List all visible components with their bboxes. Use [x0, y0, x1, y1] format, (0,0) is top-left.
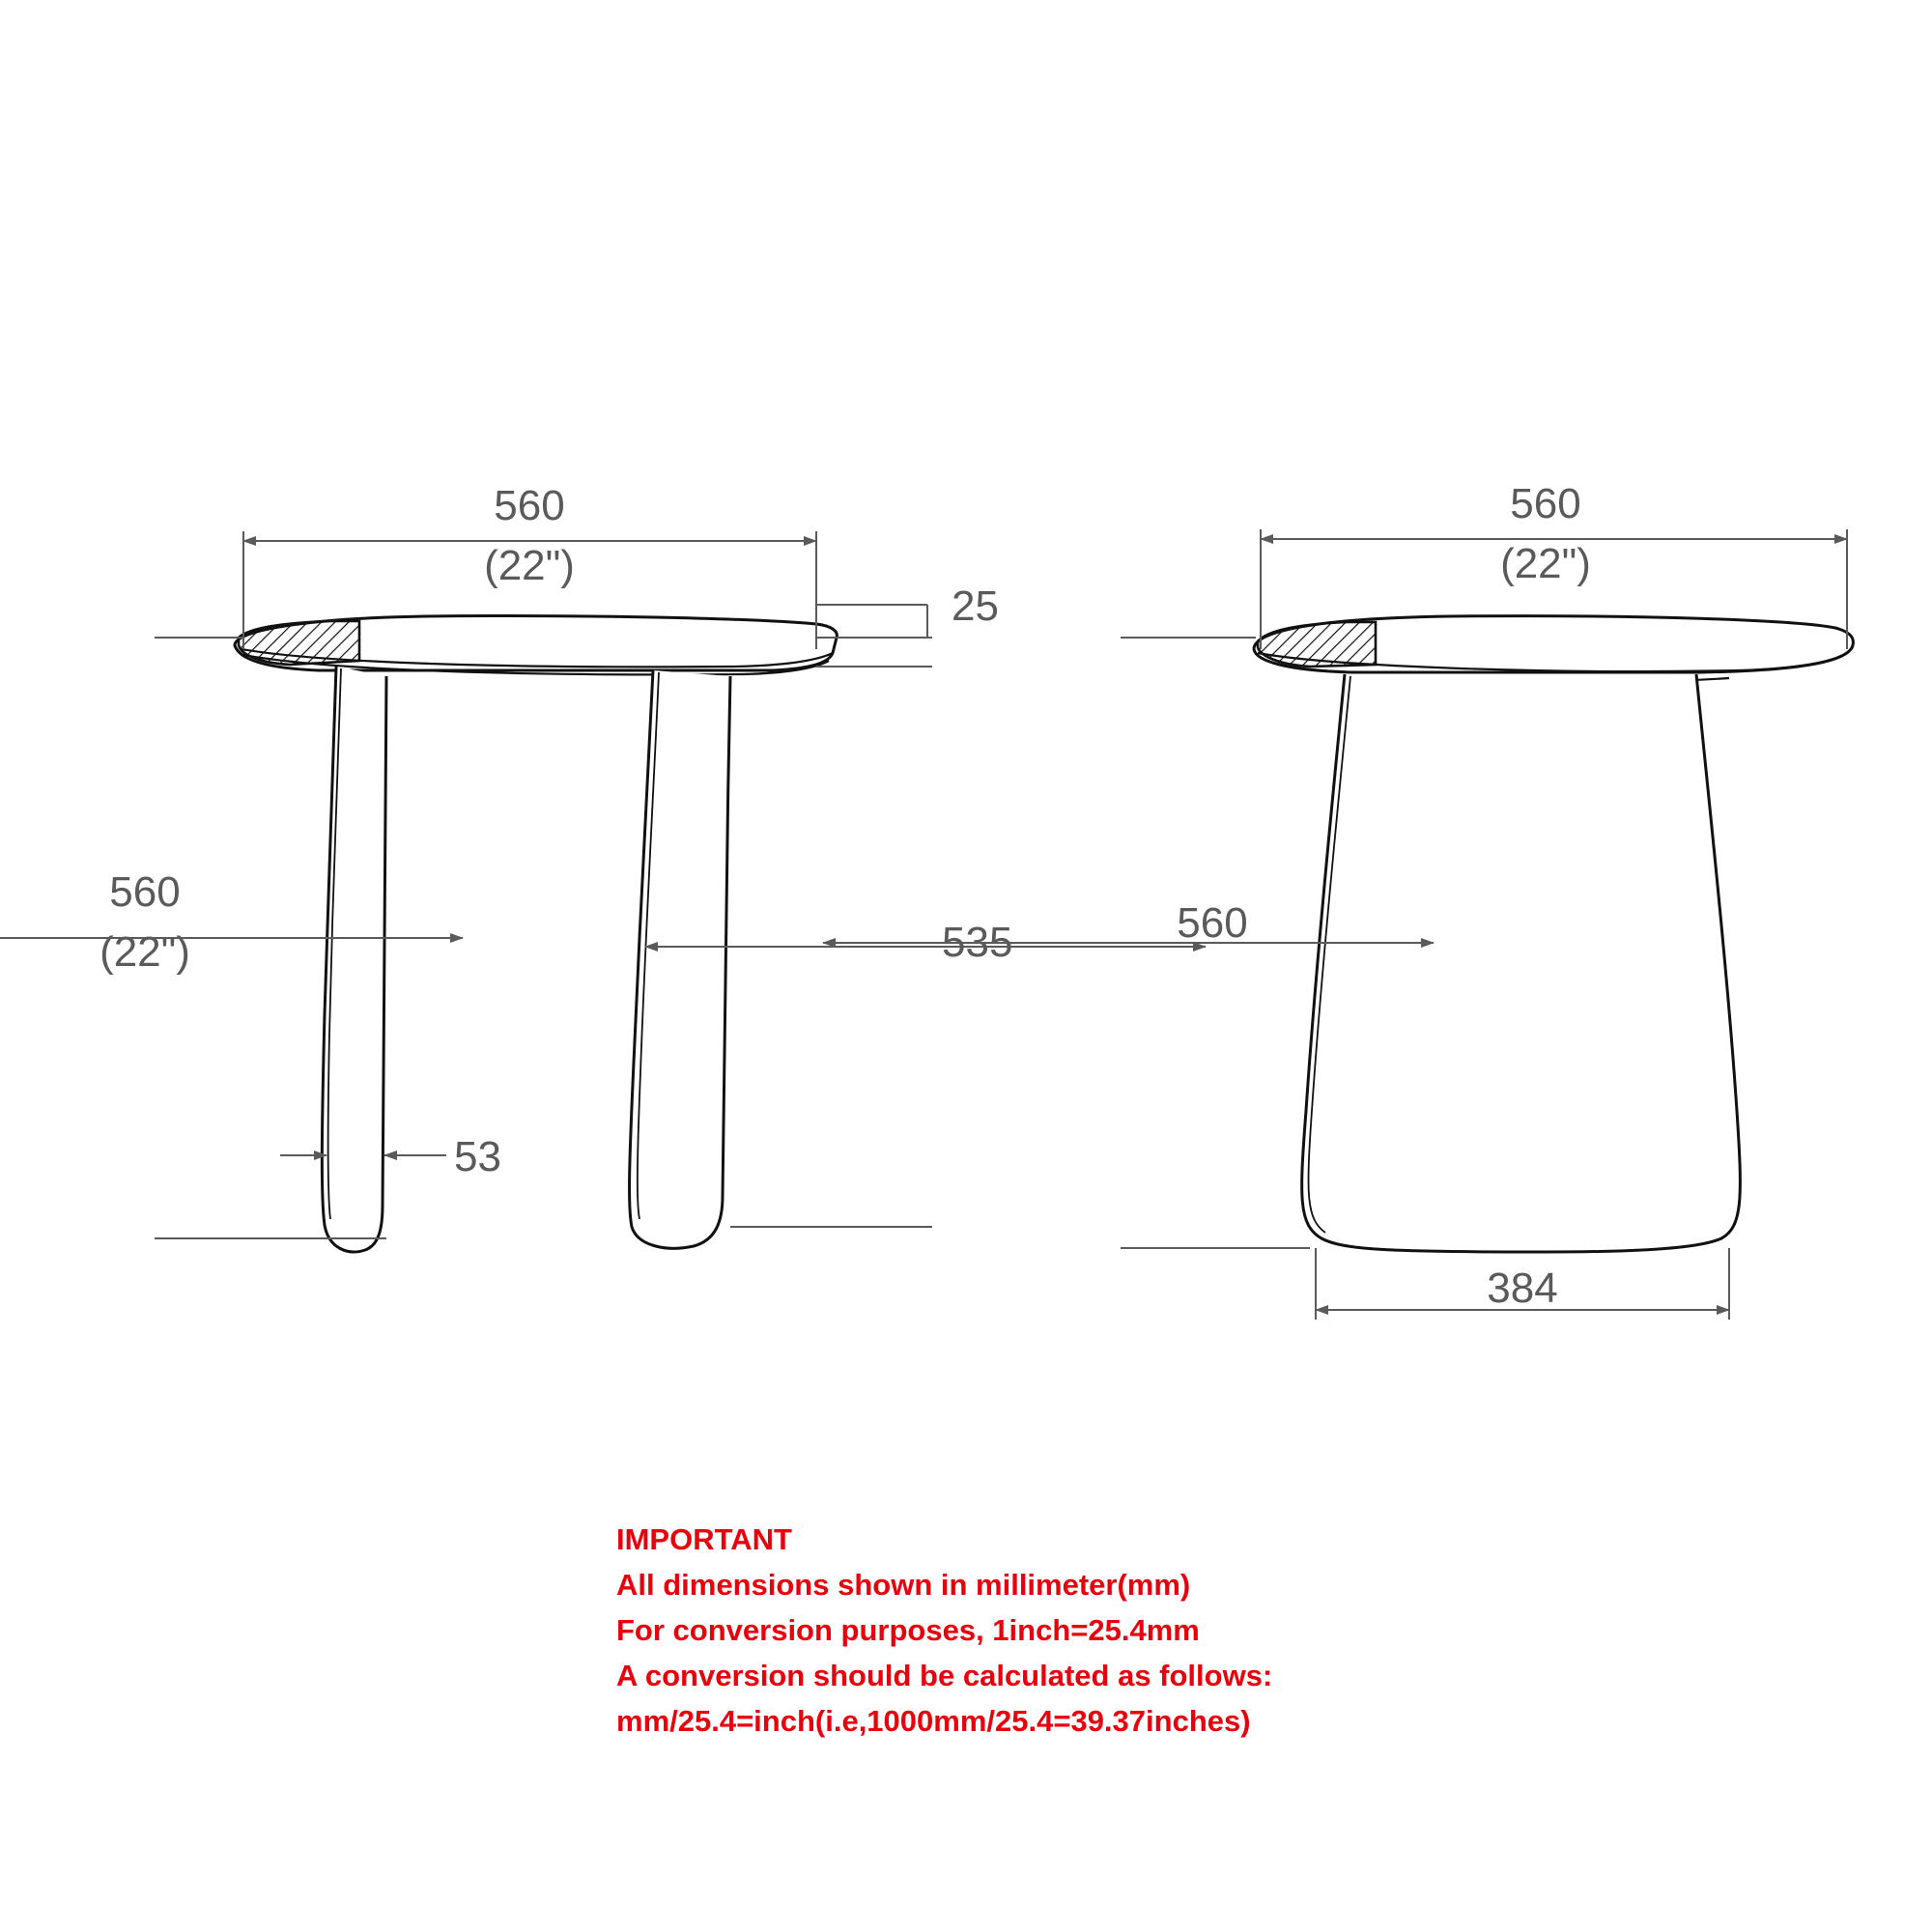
front-view-dimension-labels	[99, 482, 1012, 1180]
dim-front-top-width-value: 560	[494, 482, 565, 529]
dim-side-height-value: 560	[1177, 899, 1248, 947]
dim-front-leg-height-value: 535	[942, 919, 1013, 966]
notes-line-4: mm/25.4=inch(i.e,1000mm/25.4=39.37inches)	[616, 1704, 1251, 1739]
dim-front-height-value: 560	[109, 868, 181, 916]
dim-side-base-width-value: 384	[1487, 1264, 1558, 1312]
front-view-geometry	[235, 615, 837, 1251]
notes-heading: IMPORTANT	[616, 1522, 792, 1556]
notes-line-3: A conversion should be calculated as follows:	[616, 1659, 1273, 1693]
dim-side-top-width-alt: (22")	[1500, 540, 1591, 587]
side-view-geometry	[1254, 616, 1853, 1252]
important-notes	[616, 1517, 1389, 1745]
dim-front-top-thickness-value: 25	[952, 582, 999, 630]
dim-front-height-alt: (22")	[99, 928, 190, 976]
notes-line-2: For conversion purposes, 1inch=25.4mm	[616, 1613, 1200, 1648]
dim-front-leg-width-value: 53	[454, 1133, 501, 1180]
notes-line-1: All dimensions shown in millimeter(mm)	[616, 1568, 1191, 1603]
dim-front-top-width-alt: (22")	[484, 542, 575, 589]
dim-side-top-width-value: 560	[1510, 480, 1581, 527]
